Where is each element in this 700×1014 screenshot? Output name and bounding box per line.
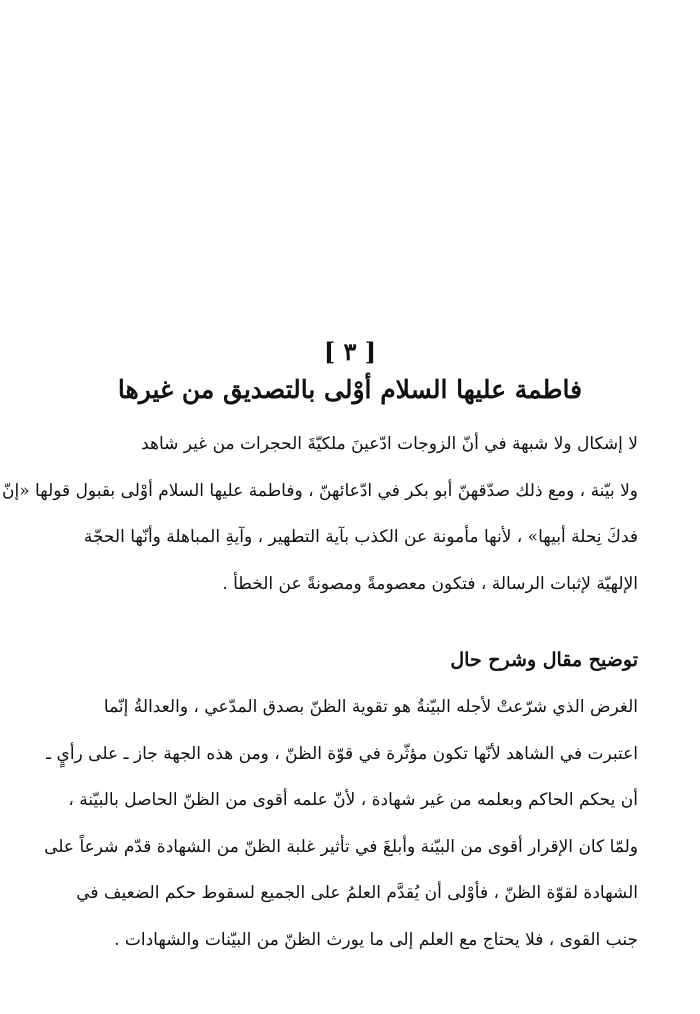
chapter-title: فاطمة عليها السلام أوْلى بالتصديق من غيرها (117, 375, 583, 404)
paragraph-explanation (44, 684, 638, 963)
paragraph-line: ولا بيّنة ، ومع ذلك صدّقهنّ أبو بكر في ادّعائهنّ ، وفاطمة عليها السلام أوْلى بقبول قولها «إنّ (2, 480, 638, 501)
paragraph-line: الغرض الذي شرّعتْ لأجله البيّنةُ هو تقوية الظنّ بصدق المدّعي ، والعدالةُ إنّما (103, 697, 638, 717)
paragraph-line: الشهادة لقوّة الظنّ ، فأوْلى أن يُقدَّم العلمُ على الجميع لسقوط حكم الضعيف في (76, 883, 638, 903)
paragraph-line: الإلهيّة لإثبات الرسالة ، فتكون معصومةً ومصونةً عن الخطأ . (222, 573, 638, 594)
paragraph-line: فدكَ نِحلة أبيها» ، لأنها مأمونة عن الكذب بآية التطهير ، وآيةِ المباهلة وأنّها الحجّة (83, 527, 638, 547)
paragraph-line: ولمّا كان الإقرار أقوى من البيّنة وأبلغَ في تأثير غلبة الظنّ من الشهادة قدّم شرعاً على (44, 836, 638, 857)
paragraph-line: جنب القوى ، فلا يحتاج مع العلم إلى ما يورث الظنّ من البيّنات والشهادات . (114, 929, 638, 950)
paragraph-line: اعتبرت في الشاهد لأنّها تكون مؤثّرة في قوّة الظنّ ، ومن هذه الجهة جاز ـ على رأيٍ ـ (46, 743, 638, 764)
paragraph-line: أن يحكم الحاكم وبعلمه من غير شهادة ، لأنّ علمه أقوى من الظنّ الحاصل بالبيّنة ، (68, 790, 638, 810)
paragraph-line: لا إشكال ولا شبهة في أنّ الزوجات ادّعينَ ملكيّةَ الحجرات من غير شاهد (141, 434, 638, 454)
section-heading: توضيح مقال وشرح حال (450, 649, 638, 671)
chapter-number: [ ٣ ] (323, 337, 377, 366)
paragraph-intro (2, 421, 638, 607)
